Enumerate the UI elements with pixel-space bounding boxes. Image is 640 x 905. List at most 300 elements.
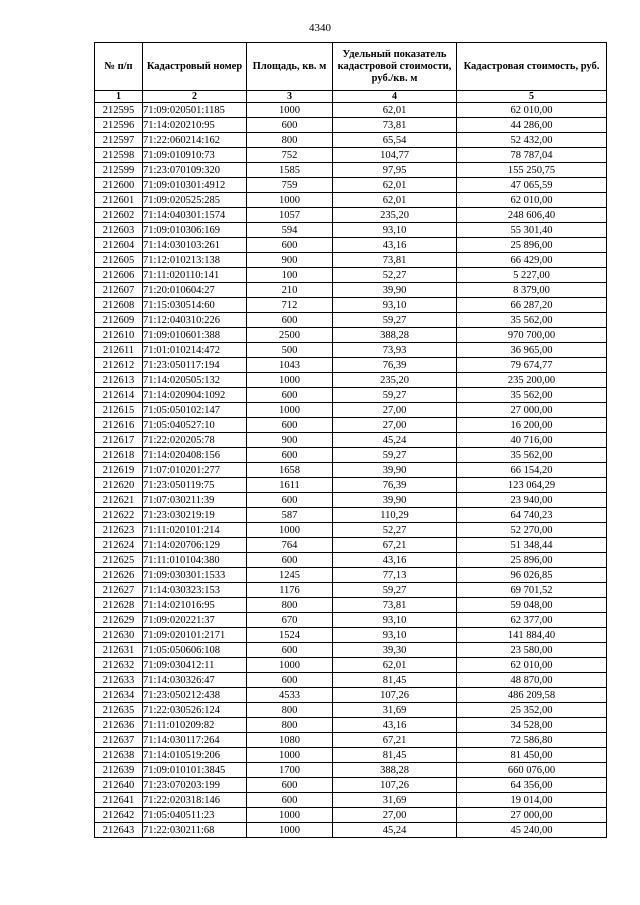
table-row [95,463,607,478]
specific-value-cell: 93,10 [333,298,457,313]
row-number-cell: 212643 [95,823,143,838]
area-cell: 1000 [247,823,333,838]
cadastral-number-cell: 71:14:021016:95 [143,598,247,613]
cadastral-number-cell: 71:23:070109:320 [143,163,247,178]
row-number-cell: 212609 [95,313,143,328]
cadastral-cost-cell: 35 562,00 [457,448,607,463]
row-number-cell: 212601 [95,193,143,208]
specific-value-cell: 43,16 [333,553,457,568]
specific-value-cell: 73,81 [333,118,457,133]
row-number-cell: 212629 [95,613,143,628]
header-area: Площадь, кв. м [247,43,333,91]
area-cell: 600 [247,418,333,433]
table-row [95,673,607,688]
table-row [95,403,607,418]
area-cell: 100 [247,268,333,283]
cadastral-cost-cell: 486 209,58 [457,688,607,703]
area-cell: 1245 [247,568,333,583]
cadastral-cost-cell: 25 896,00 [457,238,607,253]
cadastral-cost-cell: 47 065,59 [457,178,607,193]
row-number-cell: 212630 [95,628,143,643]
row-number-cell: 212613 [95,373,143,388]
column-number: 4 [333,91,457,103]
row-number-cell: 212612 [95,358,143,373]
header-cadastral-cost: Кадастровая стоимость, руб. [457,43,607,91]
row-number-cell: 212620 [95,478,143,493]
area-cell: 1000 [247,523,333,538]
column-number-row [95,91,607,103]
area-cell: 1000 [247,193,333,208]
table-row [95,538,607,553]
table-body [95,103,607,838]
cadastral-number-cell: 71:14:020706:129 [143,538,247,553]
specific-value-cell: 93,10 [333,613,457,628]
row-number-cell: 212616 [95,418,143,433]
cadastral-number-cell: 71:22:030526:124 [143,703,247,718]
cadastral-number-cell: 71:14:010519:206 [143,748,247,763]
area-cell: 800 [247,718,333,733]
cadastral-cost-cell: 35 562,00 [457,388,607,403]
cadastral-cost-cell: 96 026,85 [457,568,607,583]
specific-value-cell: 76,39 [333,478,457,493]
cadastral-number-cell: 71:05:050606:108 [143,643,247,658]
row-number-cell: 212639 [95,763,143,778]
row-number-cell: 212614 [95,388,143,403]
area-cell: 670 [247,613,333,628]
specific-value-cell: 235,20 [333,373,457,388]
row-number-cell: 212599 [95,163,143,178]
row-number-cell: 212634 [95,688,143,703]
specific-value-cell: 39,90 [333,283,457,298]
header-row-number: № п/п [95,43,143,91]
cadastral-cost-cell: 23 580,00 [457,643,607,658]
cadastral-cost-cell: 69 701,52 [457,583,607,598]
specific-value-cell: 235,20 [333,208,457,223]
cadastral-cost-cell: 66 429,00 [457,253,607,268]
specific-value-cell: 77,13 [333,568,457,583]
area-cell: 1524 [247,628,333,643]
row-number-cell: 212635 [95,703,143,718]
cadastral-number-cell: 71:14:030323:153 [143,583,247,598]
row-number-cell: 212640 [95,778,143,793]
cadastral-cost-cell: 970 700,00 [457,328,607,343]
table-row [95,373,607,388]
area-cell: 1585 [247,163,333,178]
cadastral-number-cell: 71:14:030326:47 [143,673,247,688]
cadastral-number-cell: 71:05:050102:147 [143,403,247,418]
table-row [95,523,607,538]
table-row [95,268,607,283]
area-cell: 800 [247,133,333,148]
header-row [95,43,607,91]
row-number-cell: 212608 [95,298,143,313]
cadastral-number-cell: 71:15:030514:60 [143,298,247,313]
cadastral-number-cell: 71:09:020501:1185 [143,103,247,118]
specific-value-cell: 104,77 [333,148,457,163]
area-cell: 594 [247,223,333,238]
table-row [95,613,607,628]
table-row [95,703,607,718]
table-row [95,583,607,598]
area-cell: 759 [247,178,333,193]
cadastral-value-table [94,42,607,838]
table-row [95,658,607,673]
cadastral-cost-cell: 64 356,00 [457,778,607,793]
specific-value-cell: 107,26 [333,778,457,793]
cadastral-cost-cell: 35 562,00 [457,313,607,328]
table-row [95,118,607,133]
cadastral-number-cell: 71:09:020525:285 [143,193,247,208]
row-number-cell: 212628 [95,598,143,613]
area-cell: 600 [247,793,333,808]
table-row [95,178,607,193]
specific-value-cell: 65,54 [333,133,457,148]
column-number: 1 [95,91,143,103]
area-cell: 900 [247,253,333,268]
cadastral-cost-cell: 27 000,00 [457,808,607,823]
page-number: 4340 [309,22,331,34]
table-row [95,298,607,313]
cadastral-cost-cell: 34 528,00 [457,718,607,733]
cadastral-number-cell: 71:14:030103:261 [143,238,247,253]
table-row [95,823,607,838]
cadastral-number-cell: 71:11:010104:380 [143,553,247,568]
area-cell: 600 [247,493,333,508]
cadastral-number-cell: 71:14:040301:1574 [143,208,247,223]
cadastral-number-cell: 71:07:030211:39 [143,493,247,508]
specific-value-cell: 81,45 [333,673,457,688]
cadastral-number-cell: 71:12:010213:138 [143,253,247,268]
cadastral-number-cell: 71:09:020221:37 [143,613,247,628]
area-cell: 1658 [247,463,333,478]
row-number-cell: 212631 [95,643,143,658]
area-cell: 1000 [247,808,333,823]
cadastral-cost-cell: 62 010,00 [457,193,607,208]
table-row [95,568,607,583]
area-cell: 1057 [247,208,333,223]
cadastral-cost-cell: 79 674,77 [457,358,607,373]
row-number-cell: 212621 [95,493,143,508]
specific-value-cell: 27,00 [333,808,457,823]
cadastral-cost-cell: 16 200,00 [457,418,607,433]
table-row [95,253,607,268]
cadastral-number-cell: 71:14:020505:132 [143,373,247,388]
area-cell: 1000 [247,103,333,118]
cadastral-number-cell: 71:11:020101:214 [143,523,247,538]
area-cell: 1000 [247,403,333,418]
area-cell: 1000 [247,748,333,763]
cadastral-number-cell: 71:23:050117:194 [143,358,247,373]
table-row [95,313,607,328]
row-number-cell: 212610 [95,328,143,343]
row-number-cell: 212596 [95,118,143,133]
table-row [95,478,607,493]
table-row [95,328,607,343]
specific-value-cell: 107,26 [333,688,457,703]
table-row [95,688,607,703]
table-row [95,163,607,178]
cadastral-number-cell: 71:22:020205:78 [143,433,247,448]
area-cell: 752 [247,148,333,163]
table-row [95,343,607,358]
area-cell: 1611 [247,478,333,493]
cadastral-number-cell: 71:14:020210:95 [143,118,247,133]
cadastral-cost-cell: 27 000,00 [457,403,607,418]
specific-value-cell: 31,69 [333,793,457,808]
row-number-cell: 212636 [95,718,143,733]
table-row [95,643,607,658]
specific-value-cell: 62,01 [333,193,457,208]
area-cell: 2500 [247,328,333,343]
specific-value-cell: 31,69 [333,703,457,718]
cadastral-number-cell: 71:23:030219:19 [143,508,247,523]
specific-value-cell: 45,24 [333,823,457,838]
area-cell: 900 [247,433,333,448]
area-cell: 800 [247,598,333,613]
header-cadastral-number: Кадастровый номер [143,43,247,91]
table-row [95,208,607,223]
specific-value-cell: 67,21 [333,538,457,553]
cadastral-cost-cell: 78 787,04 [457,148,607,163]
specific-value-cell: 62,01 [333,103,457,118]
area-cell: 600 [247,238,333,253]
table-row [95,283,607,298]
table-row [95,223,607,238]
row-number-cell: 212606 [95,268,143,283]
specific-value-cell: 52,27 [333,523,457,538]
cadastral-cost-cell: 64 740,23 [457,508,607,523]
cadastral-number-cell: 71:05:040527:10 [143,418,247,433]
table-row [95,808,607,823]
area-cell: 764 [247,538,333,553]
row-number-cell: 212632 [95,658,143,673]
row-number-cell: 212607 [95,283,143,298]
column-number: 5 [457,91,607,103]
cadastral-number-cell: 71:09:010101:3845 [143,763,247,778]
cadastral-cost-cell: 155 250,75 [457,163,607,178]
area-cell: 4533 [247,688,333,703]
table-row [95,508,607,523]
row-number-cell: 212622 [95,508,143,523]
area-cell: 600 [247,448,333,463]
table-row [95,418,607,433]
cadastral-cost-cell: 25 352,00 [457,703,607,718]
specific-value-cell: 59,27 [333,388,457,403]
row-number-cell: 212633 [95,673,143,688]
specific-value-cell: 43,16 [333,718,457,733]
row-number-cell: 212625 [95,553,143,568]
row-number-cell: 212605 [95,253,143,268]
cadastral-cost-cell: 62 377,00 [457,613,607,628]
table-row [95,733,607,748]
cadastral-cost-cell: 19 014,00 [457,793,607,808]
table-row [95,763,607,778]
area-cell: 600 [247,313,333,328]
row-number-cell: 212602 [95,208,143,223]
specific-value-cell: 27,00 [333,403,457,418]
cadastral-cost-cell: 72 586,80 [457,733,607,748]
row-number-cell: 212637 [95,733,143,748]
cadastral-cost-cell: 123 064,29 [457,478,607,493]
area-cell: 600 [247,643,333,658]
cadastral-cost-cell: 62 010,00 [457,658,607,673]
table-row [95,358,607,373]
cadastral-cost-cell: 5 227,00 [457,268,607,283]
cadastral-cost-cell: 248 606,40 [457,208,607,223]
cadastral-number-cell: 71:09:010301:4912 [143,178,247,193]
area-cell: 210 [247,283,333,298]
area-cell: 600 [247,118,333,133]
specific-value-cell: 62,01 [333,178,457,193]
table-row [95,148,607,163]
specific-value-cell: 62,01 [333,658,457,673]
cadastral-cost-cell: 25 896,00 [457,553,607,568]
table-row [95,388,607,403]
row-number-cell: 212627 [95,583,143,598]
specific-value-cell: 39,90 [333,493,457,508]
area-cell: 1700 [247,763,333,778]
row-number-cell: 212600 [95,178,143,193]
cadastral-number-cell: 71:01:010214:472 [143,343,247,358]
row-number-cell: 212623 [95,523,143,538]
area-cell: 600 [247,673,333,688]
table-row [95,433,607,448]
cadastral-number-cell: 71:23:050212:438 [143,688,247,703]
table-row [95,793,607,808]
area-cell: 587 [247,508,333,523]
specific-value-cell: 73,93 [333,343,457,358]
specific-value-cell: 45,24 [333,433,457,448]
cadastral-cost-cell: 66 287,20 [457,298,607,313]
row-number-cell: 212598 [95,148,143,163]
specific-value-cell: 73,81 [333,598,457,613]
cadastral-cost-cell: 59 048,00 [457,598,607,613]
specific-value-cell: 67,21 [333,733,457,748]
specific-value-cell: 110,29 [333,508,457,523]
cadastral-cost-cell: 52 270,00 [457,523,607,538]
table-row [95,748,607,763]
table-row [95,553,607,568]
specific-value-cell: 97,95 [333,163,457,178]
cadastral-number-cell: 71:09:010306:169 [143,223,247,238]
cadastral-number-cell: 71:11:010209:82 [143,718,247,733]
specific-value-cell: 59,27 [333,583,457,598]
cadastral-number-cell: 71:11:020110:141 [143,268,247,283]
area-cell: 1176 [247,583,333,598]
cadastral-number-cell: 71:12:040310:226 [143,313,247,328]
cadastral-number-cell: 71:09:020101:2171 [143,628,247,643]
specific-value-cell: 388,28 [333,328,457,343]
cadastral-cost-cell: 55 301,40 [457,223,607,238]
specific-value-cell: 59,27 [333,448,457,463]
cadastral-cost-cell: 51 348,44 [457,538,607,553]
cadastral-number-cell: 71:14:030117:264 [143,733,247,748]
row-number-cell: 212604 [95,238,143,253]
specific-value-cell: 76,39 [333,358,457,373]
specific-value-cell: 93,10 [333,223,457,238]
cadastral-number-cell: 71:22:030211:68 [143,823,247,838]
table-row [95,448,607,463]
specific-value-cell: 43,16 [333,238,457,253]
cadastral-cost-cell: 52 432,00 [457,133,607,148]
specific-value-cell: 39,90 [333,463,457,478]
cadastral-cost-cell: 36 965,00 [457,343,607,358]
cadastral-number-cell: 71:14:020408:156 [143,448,247,463]
cadastral-cost-cell: 81 450,00 [457,748,607,763]
area-cell: 600 [247,778,333,793]
cadastral-cost-cell: 66 154,20 [457,463,607,478]
table-row [95,193,607,208]
cadastral-number-cell: 71:22:060214:162 [143,133,247,148]
row-number-cell: 212618 [95,448,143,463]
row-number-cell: 212626 [95,568,143,583]
cadastral-cost-cell: 45 240,00 [457,823,607,838]
specific-value-cell: 27,00 [333,418,457,433]
row-number-cell: 212619 [95,463,143,478]
row-number-cell: 212617 [95,433,143,448]
cadastral-number-cell: 71:09:010601:388 [143,328,247,343]
area-cell: 1000 [247,658,333,673]
row-number-cell: 212642 [95,808,143,823]
table-row [95,238,607,253]
cadastral-number-cell: 71:23:070203:199 [143,778,247,793]
column-number: 2 [143,91,247,103]
specific-value-cell: 81,45 [333,748,457,763]
cadastral-number-cell: 71:23:050119:75 [143,478,247,493]
row-number-cell: 212641 [95,793,143,808]
row-number-cell: 212615 [95,403,143,418]
specific-value-cell: 93,10 [333,628,457,643]
cadastral-number-cell: 71:20:010604:27 [143,283,247,298]
area-cell: 800 [247,703,333,718]
row-number-cell: 212597 [95,133,143,148]
row-number-cell: 212638 [95,748,143,763]
area-cell: 712 [247,298,333,313]
table-row [95,628,607,643]
cadastral-number-cell: 71:07:010201:277 [143,463,247,478]
cadastral-cost-cell: 40 716,00 [457,433,607,448]
specific-value-cell: 59,27 [333,313,457,328]
specific-value-cell: 52,27 [333,268,457,283]
specific-value-cell: 388,28 [333,763,457,778]
table-row [95,718,607,733]
cadastral-cost-cell: 48 870,00 [457,673,607,688]
cadastral-number-cell: 71:09:030301:1533 [143,568,247,583]
row-number-cell: 212603 [95,223,143,238]
header-specific-value: Удельный показатель кадастровой стоимости, руб./кв. м [333,43,457,91]
cadastral-cost-cell: 660 076,00 [457,763,607,778]
table-row [95,103,607,118]
area-cell: 1080 [247,733,333,748]
cadastral-number-cell: 71:05:040511:23 [143,808,247,823]
row-number-cell: 212611 [95,343,143,358]
table-row [95,778,607,793]
cadastral-cost-cell: 23 940,00 [457,493,607,508]
cadastral-cost-cell: 235 200,00 [457,373,607,388]
area-cell: 600 [247,388,333,403]
area-cell: 500 [247,343,333,358]
table-row [95,133,607,148]
area-cell: 600 [247,553,333,568]
specific-value-cell: 39,30 [333,643,457,658]
table-row [95,598,607,613]
cadastral-cost-cell: 141 884,40 [457,628,607,643]
table-row [95,493,607,508]
column-number: 3 [247,91,333,103]
cadastral-number-cell: 71:09:030412:11 [143,658,247,673]
cadastral-cost-cell: 62 010,00 [457,103,607,118]
cadastral-number-cell: 71:14:020904:1092 [143,388,247,403]
